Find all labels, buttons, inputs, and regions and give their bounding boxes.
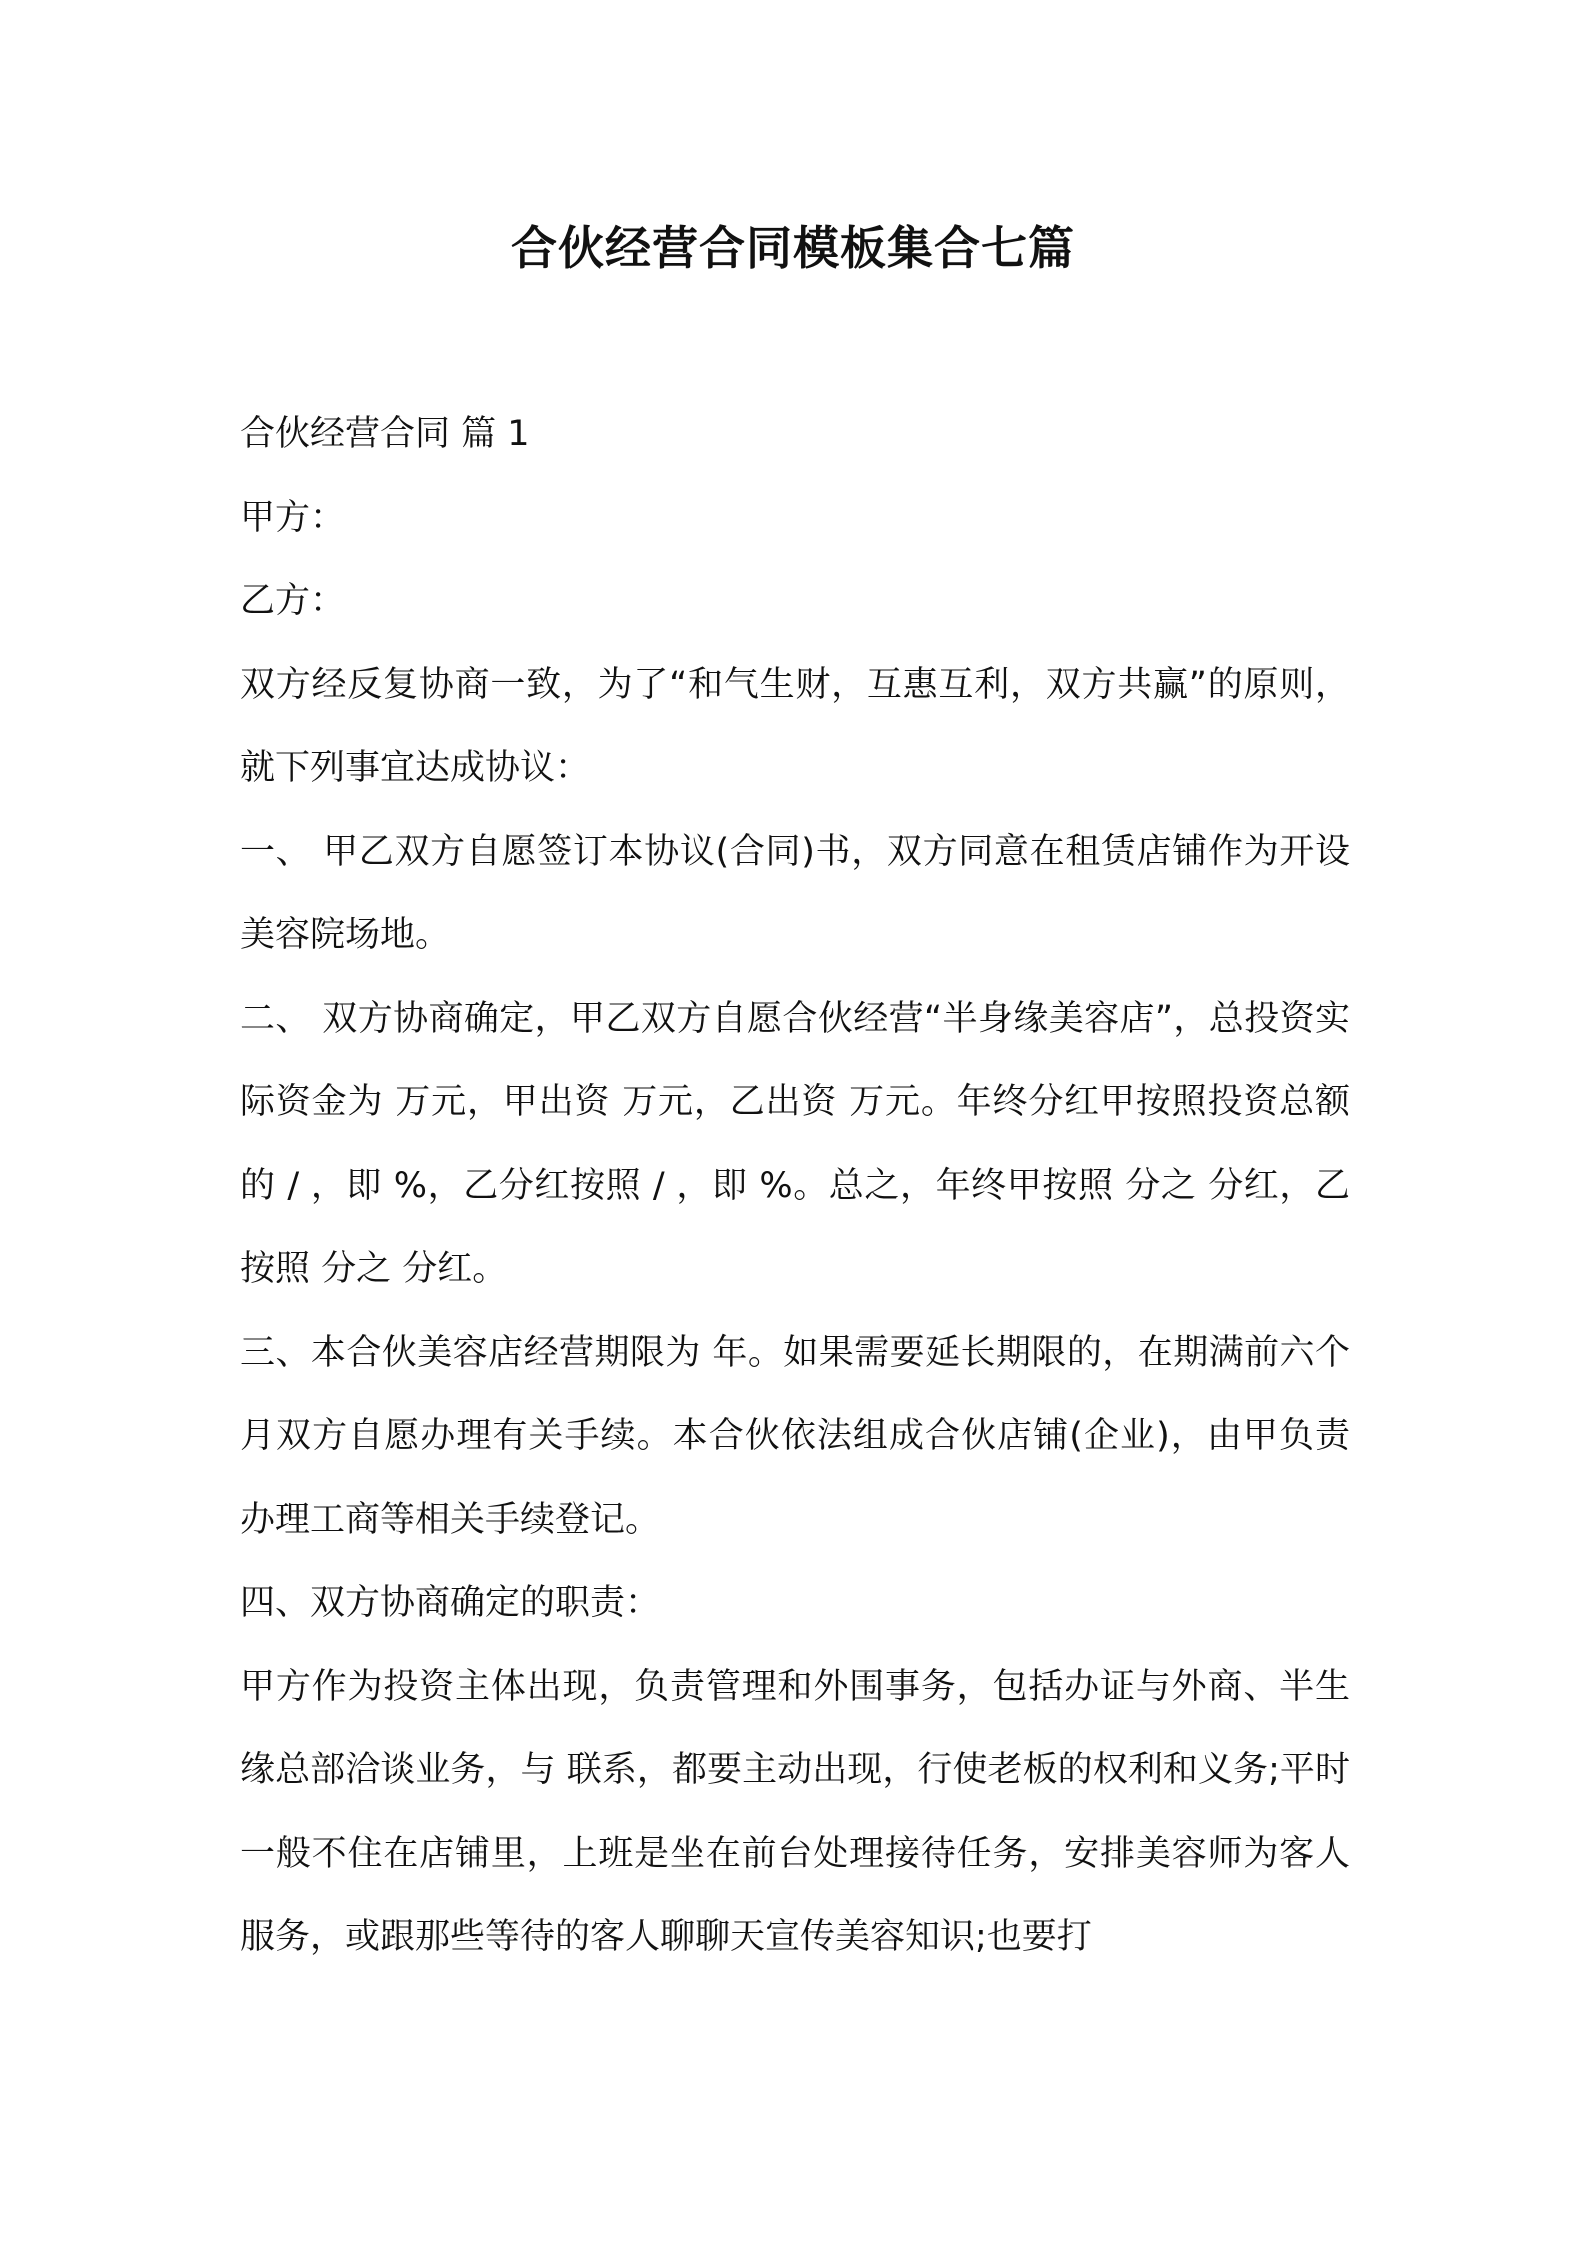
clause-3: 三、本合伙美容店经营期限为 年。如果需要延长期限的，在期满前六个月双方自愿办理有关手续。本合伙依法组成合伙店铺(企业)，由甲负责办理工商等相关手续登记。 — [240, 1332, 1350, 1540]
party-b-line: 乙方： — [240, 581, 346, 621]
clause-4: 四、双方协商确定的职责： — [240, 1583, 661, 1623]
clause-2: 二、 双方协商确定，甲乙双方自愿合伙经营“半身缘美容店”，总投资实际资金为 万元，甲出资 万元，乙出资 万元。年终分红甲按照投资总额的 / ，即 %，乙分红按照 / ，即 %。总之，年终甲按照 分之 分红，乙按照 分之 分红。 — [240, 998, 1350, 1289]
clause-1: 一、 甲乙双方自愿签订本协议(合同)书，双方同意在租赁店铺作为开设美容院场地。 — [240, 831, 1350, 955]
document-title: 合伙经营合同模板集合七篇 — [511, 221, 1075, 275]
body-paragraph: 甲方作为投资主体出现，负责管理和外围事务，包括办证与外商、半生缘总部洽谈业务，与 联系，都要主动出现，行使老板的权利和义务;平时一般不住在店铺里，上班是坐在前台处理接待任务，安排美容师为客人服务，或跟那些等待的客人聊聊天宣传美容知识;也要打 — [240, 1666, 1350, 1957]
party-a-line: 甲方： — [240, 497, 346, 538]
section-heading: 合伙经营合同 篇 1 — [240, 414, 530, 454]
body-paragraph: 双方经反复协商一致，为了“和气生财，互惠互利，双方共赢”的原则，就下列事宜达成协议： — [240, 664, 1350, 788]
document-body — [240, 393, 1350, 1980]
